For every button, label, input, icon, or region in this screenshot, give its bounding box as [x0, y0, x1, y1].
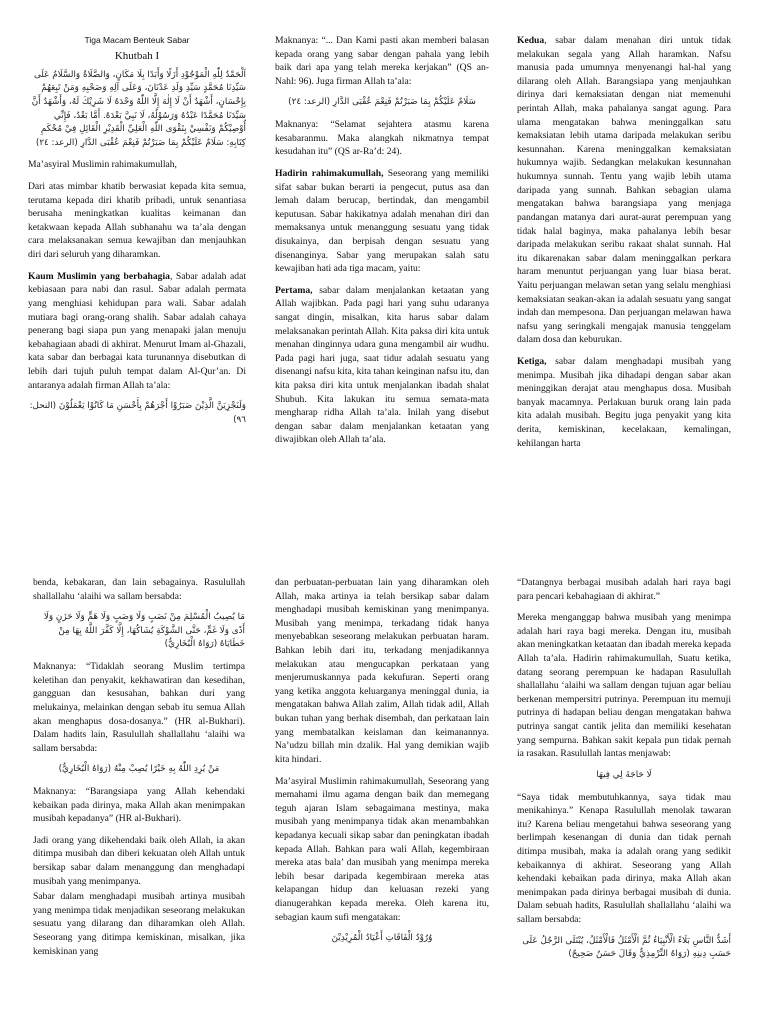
page-break — [0, 563, 768, 564]
arabic-quote: وُرُوْدُ الْفَاقَاتِ أَعْيَادُ الْمُرِيْدِيْنَ — [331, 933, 433, 944]
arabic-hadith: أَشَدُّ النَّاسِ بَلَاءً الْأَنْبِيَاءُ ثُمَّ الْأَمْثَلُ فَالْأَمْثَلُ، يُبْتَلَى الرَّجُلُ عَلَى حَسَبِ دِينِهِ (رَوَاهُ التِّرْمِذِيُّ وَقَالَ حَسَنٌ صَحِيحٌ) — [522, 935, 731, 960]
paragraph: benda, kebakaran, dan lain sebagainya. Rasulullah shallallahu ‘alaihi wa sallam bersabda: — [33, 577, 245, 602]
paragraph: Ma’asyiral Muslimin rahimakumullah, Seseorang yang memahami ilmu agama dengan baik dan memegang teguh ajaran Islam sebagaimana mestinya, maka musibah yang menimpanya tidak akan menambahkan kepadanya kecuali sikap sabar dan peningkatan ibadah kepada Allah. Bahkan para wali Allah, kegembiraan mereka atas bala’ dan musibah yang menimpa mereka lebih besar daripada kegembiraan mereka atas kelapangan hidup dan keluasan rezeki yang dianugerahkan kepada mereka. Oleh karena itu, sebagian kaum sufi mengatakan: — [275, 775, 489, 923]
document-title: Tiga Macam Benteuk Sabar — [84, 35, 190, 45]
column-2 — [275, 34, 489, 455]
bold-lead: Ketiga, — [517, 356, 547, 368]
bold-lead: Kaum Muslimin yang berbahagia — [28, 270, 170, 282]
column-1 — [28, 34, 246, 435]
paragraph: Maknanya: “Tidaklah seorang Muslim tertimpa keletihan dan penyakit, kekhawatiran dan kesedihan, gangguan dan kesusahan, bahkan duri yang melukainya, melainkan dengan sebab itu semua Allah akan menghapus dosa-dosanya.” (HR al-Bukhari). Dalam hadits lain, Rasulullah shallallahu ‘alaihi wa sallam bersabda: — [33, 661, 245, 754]
paragraph: Jadi orang yang dikehendaki baik oleh Allah, ia akan ditimpa musibah dan diberi kekuatan oleh Allah untuk bersikap sabar dalam menanggung dan menghadapi musibah yang menimpanya. — [33, 834, 245, 887]
khutbah-heading: Khutbah I — [114, 50, 160, 63]
paragraph: Maknanya: “Selamat sejahtera atasmu karena kesabaranmu. Maka alangkah nikmatnya tempat kesudahan itu” (QS ar-Ra’d: 24). — [275, 119, 489, 158]
column-4 — [33, 576, 245, 966]
column-6 — [517, 576, 731, 970]
bold-lead: Pertama, — [275, 284, 313, 296]
paragraph: Maknanya: “... Dan Kami pasti akan memberi balasan kepada orang yang sabar dengan pahala yang lebih baik dari apa yang telah mereka kerjakan” (QS an-Nahl: 96). Juga firman Allah ta’ala: — [275, 35, 489, 87]
greeting: Ma’asyiral Muslimin rahimakumullah, — [28, 159, 177, 171]
paragraph: Ketiga, sabar dalam menghadapi musibah yang menimpa. Musibah jika dihadapi dengan sabar akan meninggikan derajat atau menghapus dosa. Musibah banyak macamnya. Perlakuan buruk orang lain pada kita adalah musibah. Begitu juga penyakit yang kita derita, kemiskinan, kecelakaan, kemalingan, kehilangan harta — [517, 356, 731, 449]
paragraph: Kedua, sabar dalam menahan diri untuk tidak melakukan segala yang Allah haramkan. Nafsu manusia pada umumnya menyenangi hal-hal yang dilarang oleh Allah. Barangsiapa yang menjauhkan dirinya dari kemaksiatan dengan niat memenuhi perintah Allah, maka pahalanya sangat agung. Para ulama mengatakan bahwa meninggalkan satu kemaksiatan lebih utama daripada melakukan seribu kesunnahan. Karena meninggalkan kemaksiatan hukumnya wajib. Sedangkan melakukan kesunnahan hukumnya sunnah. Tentu yang wajib lebih utama daripada yang sunnah. Bahkan sebagian ulama mengatakan bahwa barangsiapa yang menjaga pandangan matanya dari aurat-aurat perempuan yang tidak halal baginya, maka pahalanya lebih besar daripada melakukan seribu rakaat shalat sunnah. Hal itu dikarenakan sabar dalam meninggalkan perkara haram menuntut perjuangan yang luar biasa berat. Yaitu perjuangan melawan setan yang selalu menghiasi kemaksiatan seakan-akan ia adalah sesuatu yang sangat indah dan mempesona. Dan perjuangan melawan hawa nafsu yang seringkali mengajak manusia tenggelam dalam dosa dan keburukan. — [517, 35, 731, 346]
column-3 — [517, 34, 731, 458]
paragraph: “Datangnya berbagai musibah adalah hari raya bagi para pencari kebahagiaan di akhirat.” — [517, 577, 731, 602]
arabic-hadith: مَنْ يُرِدِ اللّٰهُ بِهِ خَيْرًا يُصِبْ مِنْهُ (رَوَاهُ الْبُخَارِيُّ) — [58, 764, 220, 775]
paragraph: Mereka menganggap bahwa musibah yang menimpa adalah hari raya bagi mereka. Dengan itu, musibah akan meningkatkan ketaatan dan ibadah mereka kepada Allah ta’ala. Hadirin rahimakumullah, Suatu ketika, datang seorang perempuan ke hadapan Rasulullah shallallahu ‘alaihi wa sallam dengan tujuan agar beliau berkenan mempersitri putrinya. Perempuan itu memuji putrinya di hadapan beliau dengan mengatakan bahwa putrinya sangat cantik jelita dan memiliki kesehatan yang sempurna. Bahkan sakit kepala pun tidak pernah ia rasakan. Rasulullah lantas menjawab: — [517, 612, 731, 760]
paragraph: Hadirin rahimakumullah, Seseorang yang memiliki sifat sabar bukan berarti ia pengecut, putus asa dan lemah dalam berucap, bertindak, dan mengambil keputusan. Sabar hakikatnya adalah menahan diri dan memaksanya untuk menanggung sesuatu yang tidak disukainya, dan berpisah dengan sesuatu yang disenanginya. Sabar yang merupakan salah satu kewajiban hati ada tiga macam, yaitu: — [275, 167, 490, 275]
paragraph: Kaum Muslimin yang berbahagia, Sabar adalah adat kebiasaan para nabi dan rasul. Sabar adalah permata yang menghiasi kehidupan para wali. Sabar adalah mutiara bagi orang-orang shalih. Sabar adalah cahaya penerang bagi siapa pun yang menapaki jalan menuju kebahagiaan abadi di akhirat. Menurut Imam al-Ghazali, kata sabar dan berbagai kata turunannya disebutkan di lebih dari tujuh puluh tempat dalam Al-Qur’an. Di antaranya adalah firman Allah ta’ala: — [28, 270, 246, 391]
arabic-verse: وَلَنَجْزِيَنَّ الَّذِيْنَ صَبَرُوْا أَجْرَهُمْ بِأَحْسَنِ مَا كَانُوْا يَعْمَلُوْنَ (النحل: ٩٦) — [29, 401, 246, 425]
bold-lead: Hadirin rahimakumullah, — [275, 167, 384, 179]
paragraph: Pertama, sabar dalam menjalankan ketaatan yang Allah wajibkan. Pada pagi hari yang suhu udaranya sangat dingin, misalkan, kita harus sabar dalam melaksanakan perintah Allah. Kita paksa diri kita untuk menahan dinginnya udara guna mengambil air wudhu. Pada pagi hari juga, saat tidur adalah sesuatu yang disenangi nafsu kita, kita tahan keinginan nafsu itu, dan kita paksa diri kita untuk menjalankan ibadah shalat Shubuh. Kita lakukan itu semua semata-mata mengharap ridha Allah ta’ala. Inilah yang disebut dengan sabar dalam menjalankan ketaatan yang diwajibkan oleh Allah ta’ala. — [275, 284, 489, 446]
paragraph: Maknanya: “Barangsiapa yang Allah kehendaki kebaikan pada dirinya, maka Allah akan menimpakan musibah kepadanya” (HR al-Bukhari). — [33, 785, 245, 825]
paragraph: Dari atas mimbar khatib berwasiat kepada kita semua, terutama kepada diri khatib pribadi, untuk senantiasa berusaha meningkatkan kualitas keimanan dan ketakwaan kepada Allah subhanahu wa ta’ala dengan cara melaksanakan semua kewajiban dan menjauhkan diri dari seluruh yang diharamkan. — [28, 181, 246, 261]
arabic-verse: سَلَامٌ عَلَيْكُمْ بِمَا صَبَرْتُمْ فَنِعْمَ عُقْبَى الدَّارِ (الرعد: ٢٤) — [288, 97, 476, 108]
arabic-opening: اَلْحَمْدُ لِلّٰهِ الْمَوْجُوْدِ أَزَلًا وَأَبَدًا بِلَا مَكَانٍ، وَالصَّلَاةُ وَالسَّلَامُ عَلَى سَيِّدِنَا مُحَمَّدٍ سَيِّدِ وَلَدِ عَدْنَانَ، وَعَلَى آلِهِ وَصَحْبِهِ وَمَنْ تَبِعَهُمْ بِإِحْسَانٍ، أَشْهَدُ أَنْ لَا إِلٰهَ إِلَّا اللّٰهُ وَحْدَهُ لَا شَرِيْكَ لَهُ، وَأَشْهَدُ أَنَّ سَيِّدَنَا مُحَمَّدًا عَبْدُهُ وَرَسُوْلُهُ، لَا نَبِيَّ بَعْدَهُ. أَمَّا بَعْدُ، فَإِنِّي أُوْصِيْكُمْ وَنَفْسِيْ بِتَقْوَى اللّٰهِ الْعَلِيِّ الْقَدِيْرِ الْقَائِلِ فِيْ مُحْكَمِ كِتَابِهِ: سَلَامٌ عَلَيْكُمْ بِمَا صَبَرْتُمْ فَنِعْمَ عُقْبَى الدَّارِ (الرعد: ٢٤) — [31, 69, 246, 148]
arabic-hadith: مَا يُصِيبُ الْمُسْلِمَ مِنْ نَصَبٍ وَلَا وَصَبٍ وَلَا هَمٍّ وَلَا حَزَنٍ وَلَا أَذًى وَلَا غَمٍّ، حَتَّى الشَّوْكَةِ يُشَاكُهَا، إِلَّا كَفَّرَ اللَّهُ بِهَا مِنْ خَطَايَاهُ (رَوَاهُ الْبُخَارِيُّ) — [43, 612, 245, 650]
arabic-quote: لَا حَاجَةَ لِي فِيهَا — [596, 769, 652, 780]
bold-lead: Kedua — [517, 35, 545, 46]
paragraph: Sabar dalam menghadapi musibah artinya musibah yang menimpa tidak menjadikan seseorang melakukan sesuatu yang dilarang dan diharamkan oleh Allah. Seseorang yang ditimpa kemiskinan, misalkan, jika kemiskinan yang — [33, 891, 245, 957]
paragraph: “Saya tidak membutuhkannya, saya tidak mau menikahinya.” Kenapa Rasulullah menolak tawaran itu? Karena beliau mengetahui bahwa seseorang yang berlimpah kesenangan di dunia dan tidak pernah ditimpa musibah, maka ia adalah orang yang sedikit kebaikannya di akhirat. Seseorang yang Allah kehendaki kebaikan pada dirinya, maka Allah akan menimpakan pada dirinya berbagai musibah di dunia. Dalam sebuah hadits, Rasulullah shallallahu ‘alaihi wa sallam bersabda: — [517, 791, 731, 926]
column-5 — [275, 576, 489, 954]
paragraph: dan perbuatan-perbuatan lain yang diharamkan oleh Allah, maka artinya ia telah bersikap sabar dalam menghadapi musibah kemiskinan yang menimpanya. Musibah yang menimpa, terkadang tidak hanya menyebabkan seseorang melakukan perbuatan haram. Bahkan lebih dari itu, terkadang menjadikannya melakukan atau mengucapkan perkataan yang menjerumuskannya pada kekufuran. Seperti orang yang ketika anggota keluarganya meninggal dunia, ia mengatakan bahwa Allah zalim, Allah tidak adil, Allah bukan tuhan yang berhak disembah, dan perkataan lain yang membatalkan keislaman dan keimanannya. Na’udzu billah min dzalik. Hal yang demikian wajib kita hindari. — [275, 577, 489, 765]
